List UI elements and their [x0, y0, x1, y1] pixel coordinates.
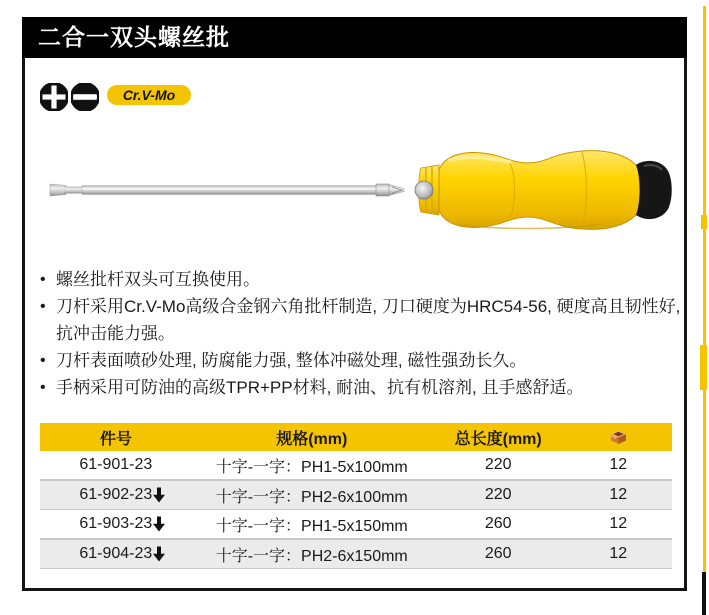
slotted-tip-icon	[71, 83, 99, 111]
feature-text: 刀杆表面喷砂处理, 防腐能力强, 整体冲磁处理, 磁性强劲长久。	[56, 351, 527, 370]
page-edge-bottom	[702, 572, 706, 615]
feature-item	[40, 266, 682, 293]
down-arrow-icon	[153, 488, 165, 503]
bullet-dot: •	[40, 271, 46, 288]
table-body	[40, 451, 672, 569]
spec-table	[40, 423, 672, 569]
down-arrow-icon	[153, 547, 165, 562]
table-row	[40, 539, 672, 569]
spec-cell: 十字-一字：PH1-5x150mm	[215, 517, 408, 535]
length-cell: 260	[484, 545, 512, 562]
feature-text: 刀杆采用Cr.V-Mo高级合金钢六角批杆制造, 刀口硬度为HRC54-56, 硬度高且韧性好, 抗冲击能力强。	[56, 297, 681, 343]
header-spec: 规格(mm)	[276, 430, 348, 448]
bullet-dot: •	[40, 379, 46, 396]
part-number-cell	[40, 486, 192, 504]
part-number-cell	[40, 456, 192, 474]
length-cell: 220	[484, 486, 512, 503]
part-number-cell	[40, 515, 192, 533]
feature-text: 螺丝批杆双头可互换使用。	[56, 270, 260, 289]
phillips-tip-icon	[40, 83, 68, 111]
page-edge-tab-small	[701, 215, 707, 229]
length-cell: 260	[484, 515, 512, 532]
header-total-length: 总长度(mm)	[454, 430, 542, 448]
part-number: 61-901-23	[79, 456, 153, 473]
feature-item	[40, 293, 682, 347]
qty-cell: 12	[609, 545, 628, 562]
bullet-dot: •	[40, 352, 46, 369]
feature-list	[40, 266, 682, 401]
spec-cell: 十字-一字：PH1-5x100mm	[215, 458, 408, 476]
part-number: 61-902-23	[79, 486, 153, 503]
package-box-icon	[609, 429, 628, 445]
table-row	[40, 510, 672, 539]
page-edge-stripe	[703, 6, 706, 572]
product-image	[40, 138, 680, 243]
qty-cell: 12	[609, 486, 628, 503]
spec-cell: 十字-一字：PH2-6x150mm	[215, 547, 408, 565]
feature-item	[40, 347, 682, 374]
spec-cell: 十字-一字：PH2-6x100mm	[215, 488, 408, 506]
length-cell: 220	[484, 456, 512, 473]
part-number-cell	[40, 545, 192, 563]
down-arrow-icon	[153, 517, 165, 532]
table-header-row	[40, 423, 672, 451]
header-qty	[565, 428, 672, 446]
part-number: 61-904-23	[79, 545, 153, 562]
page-edge-tab	[700, 345, 707, 390]
qty-cell: 12	[609, 456, 628, 473]
part-number: 61-903-23	[79, 515, 153, 532]
feature-text: 手柄采用可防油的高级TPR+PP材料, 耐油、抗有机溶剂, 且手感舒适。	[56, 378, 584, 397]
bullet-dot: •	[40, 298, 46, 315]
page-title: 二合一双头螺丝批	[22, 17, 687, 58]
header-part-number: 件号	[99, 430, 132, 448]
material-badge: Cr.V-Mo	[107, 85, 191, 105]
feature-item	[40, 374, 682, 401]
table-row	[40, 480, 672, 510]
table-row	[40, 451, 672, 480]
qty-cell: 12	[609, 515, 628, 532]
